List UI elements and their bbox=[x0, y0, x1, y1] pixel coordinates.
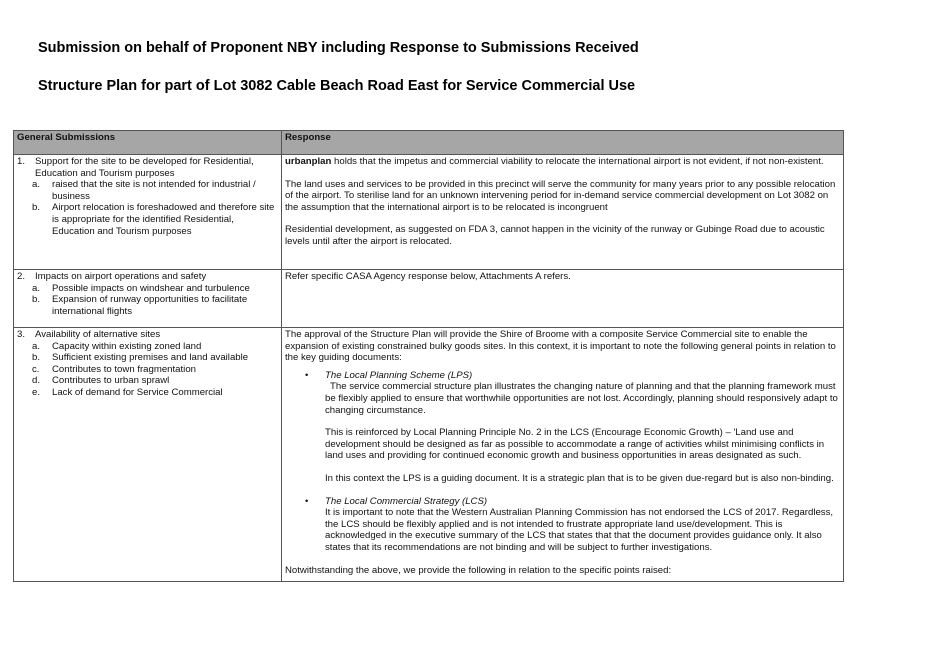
list-item: a. raised that the site is not intended for industrial / business bbox=[32, 179, 256, 202]
list-item: b. Airport relocation is foreshadowed and therefore site is appropriate for the identified Residential, Education and Tourism purposes bbox=[32, 202, 275, 237]
response-cell bbox=[282, 328, 844, 582]
submission-cell bbox=[14, 270, 282, 328]
submission-cell bbox=[14, 328, 282, 582]
response-paragraph: The service commercial structure plan illustrates the changing nature of planning and that the planning framework must be flexibly applied to ensure that worthwhile opportunities are not lost. Accordingly, planning should responsively adapt to changing circumstance. bbox=[325, 381, 838, 416]
company-name: urbanplan bbox=[285, 156, 332, 167]
list-item: a. Possible impacts on windshear and turbulence bbox=[32, 282, 250, 294]
response-paragraph: Notwithstanding the above, we provide the following in relation to the specific points raised: bbox=[285, 564, 672, 576]
bullet-heading: The Local Planning Scheme (LPS) bbox=[325, 369, 473, 381]
bullet-heading: The Local Commercial Strategy (LCS) bbox=[325, 495, 488, 507]
table-row bbox=[14, 328, 844, 582]
item-heading: Impacts on airport operations and safety bbox=[35, 271, 207, 282]
list-item: a. Capacity within existing zoned land bbox=[32, 340, 202, 352]
response-cell: urbanplan holds that the impetus and commercial viability to relocate the international airport is not evident, if not non-existent. The land uses and services to be provided in this precinct will serve the community for many years prior to any possible relocation of the airport. To sterilise land for an unknown intervening period for in-demand service commercial development on Lot 3082 on the assumption that the international airport is to be relocated is incongruent Residential development, as suggested on FDA 3, cannot happen in the vicinity of the runway or Gubinge Road due to acoustic levels until after the airport is relocated. bbox=[282, 155, 844, 270]
submission-cell bbox=[14, 155, 282, 270]
response-paragraph: Refer specific CASA Agency response below, Attachments A refers. bbox=[285, 271, 571, 282]
list-item: c. Contributes to town fragmentation bbox=[32, 363, 196, 375]
bullet-icon: • bbox=[305, 369, 309, 381]
response-paragraph: This is reinforced by Local Planning Principle No. 2 in the LCS (Encourage Economic Growth) – 'Land use and development should be designed as far as possible to accommodate a range of activities whilst minimising conflicts in land uses and providing for continued economic growth and business opportunities in areas designated as such. bbox=[325, 427, 825, 462]
list-item: e. Lack of demand for Service Commercial bbox=[32, 386, 223, 398]
table-header-row bbox=[14, 131, 844, 155]
document-title: Submission on behalf of Proponent NBY including Response to Submissions Received bbox=[38, 40, 639, 56]
table-row bbox=[14, 270, 844, 328]
document-subtitle: Structure Plan for part of Lot 3082 Cable Beach Road East for Service Commercial Use bbox=[38, 78, 636, 94]
response-paragraph: The land uses and services to be provided in this precinct will serve the community for many years prior to any possible relocation of the airport. To sterilise land for an unknown intervening period for in-demand service commercial development on Lot 3082 on the assumption that the international airport is to be relocated is incongruent bbox=[285, 178, 836, 213]
list-item: d. Contributes to urban sprawl bbox=[32, 375, 170, 387]
item-heading: Availability of alternative sites bbox=[35, 329, 161, 340]
item-heading: Support for the site to be developed for Residential, Education and Tourism purposes bbox=[35, 156, 254, 179]
response-paragraph: In this context the LPS is a guiding document. It is a strategic plan that is to be given due-regard but is also non-binding. bbox=[325, 472, 834, 484]
submissions-table bbox=[13, 130, 844, 582]
item-number: 2. bbox=[17, 271, 26, 282]
response-paragraph: Residential development, as suggested on FDA 3, cannot happen in the vicinity of the runway or Gubinge Road due to acoustic levels until after the airport is relocated. bbox=[285, 224, 825, 247]
item-number: 3. bbox=[17, 329, 26, 340]
response-paragraph: The approval of the Structure Plan will provide the Shire of Broome with a composite Service Commercial site to enable the expansion of existing constrained bulky goods sites. In this context, it is important to note the following general points in relation to the key guiding documents: bbox=[285, 329, 836, 364]
bullet-icon: • bbox=[305, 495, 309, 507]
item-number: 1. bbox=[17, 156, 26, 167]
bullet-item bbox=[285, 370, 838, 496]
bullet-item bbox=[285, 496, 838, 565]
list-item: b. Sufficient existing premises and land available bbox=[32, 352, 249, 364]
response-paragraph: It is important to note that the Western Australian Planning Commission has not endorsed the LCS of 2017. Regardless, the LCS should be flexibly applied and is not intended to frustrate appropriate land use/development. This is acknowledged in the executive summary of the LCS that states that that the document provides guidance only. It also states that its recommendations are not binding and will be subject to further investigations. bbox=[325, 507, 834, 553]
response-cell bbox=[282, 270, 844, 328]
list-item: b. Expansion of runway opportunities to facilitate international flights bbox=[32, 294, 248, 317]
header-response: Response bbox=[282, 131, 844, 155]
table-row bbox=[14, 155, 844, 270]
header-general-submissions: General Submissions bbox=[14, 131, 282, 155]
